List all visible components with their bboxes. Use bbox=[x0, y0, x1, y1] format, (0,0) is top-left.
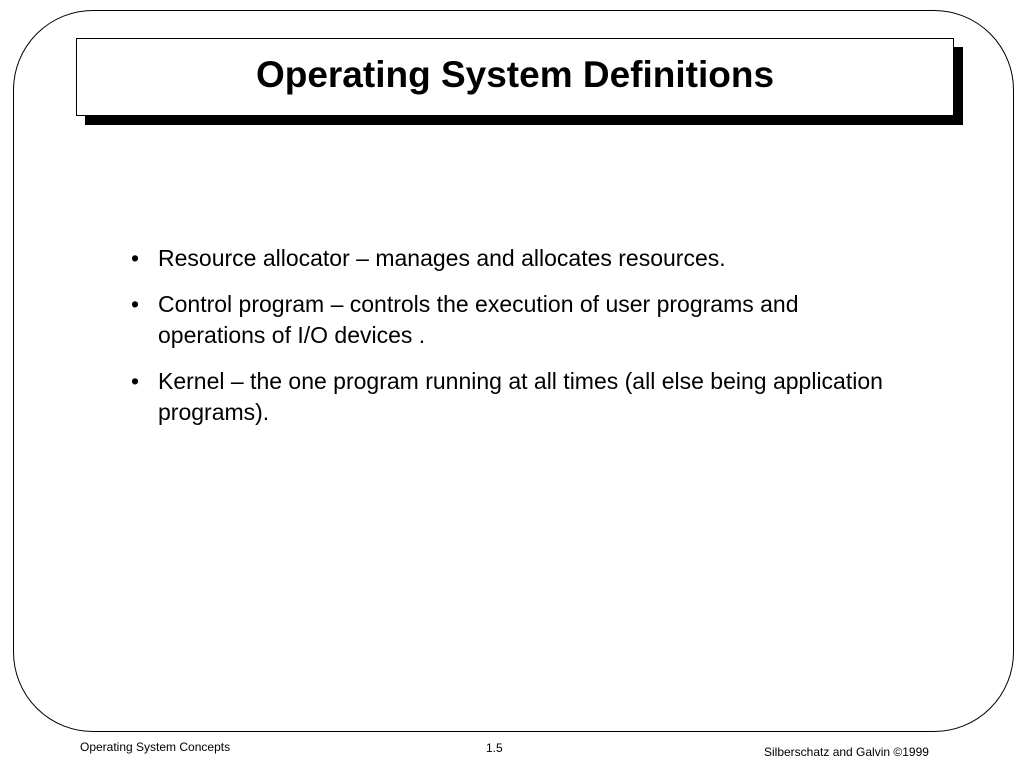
footer-course-name: Operating System Concepts bbox=[80, 740, 231, 754]
bullet-icon: • bbox=[131, 291, 140, 317]
bullet-text: Kernel – the one program running at all times (all else being application programs). bbox=[158, 368, 883, 425]
bullet-text: Control program – controls the execution of user programs and operations of I/O devices . bbox=[158, 291, 799, 348]
footer-copyright: Silberschatz and Galvin ©1999 bbox=[764, 745, 929, 759]
bullet-item bbox=[131, 366, 891, 428]
bullet-text: Resource allocator – manages and allocates resources. bbox=[158, 245, 726, 271]
bullet-item bbox=[131, 289, 891, 351]
title-box bbox=[76, 38, 954, 116]
slide-title: Operating System Definitions bbox=[255, 54, 775, 95]
footer-page-number: 1.5 bbox=[486, 741, 503, 755]
bullet-item bbox=[131, 243, 891, 274]
bullet-list bbox=[131, 243, 891, 443]
bullet-icon: • bbox=[131, 245, 140, 271]
bullet-icon: • bbox=[131, 368, 140, 394]
